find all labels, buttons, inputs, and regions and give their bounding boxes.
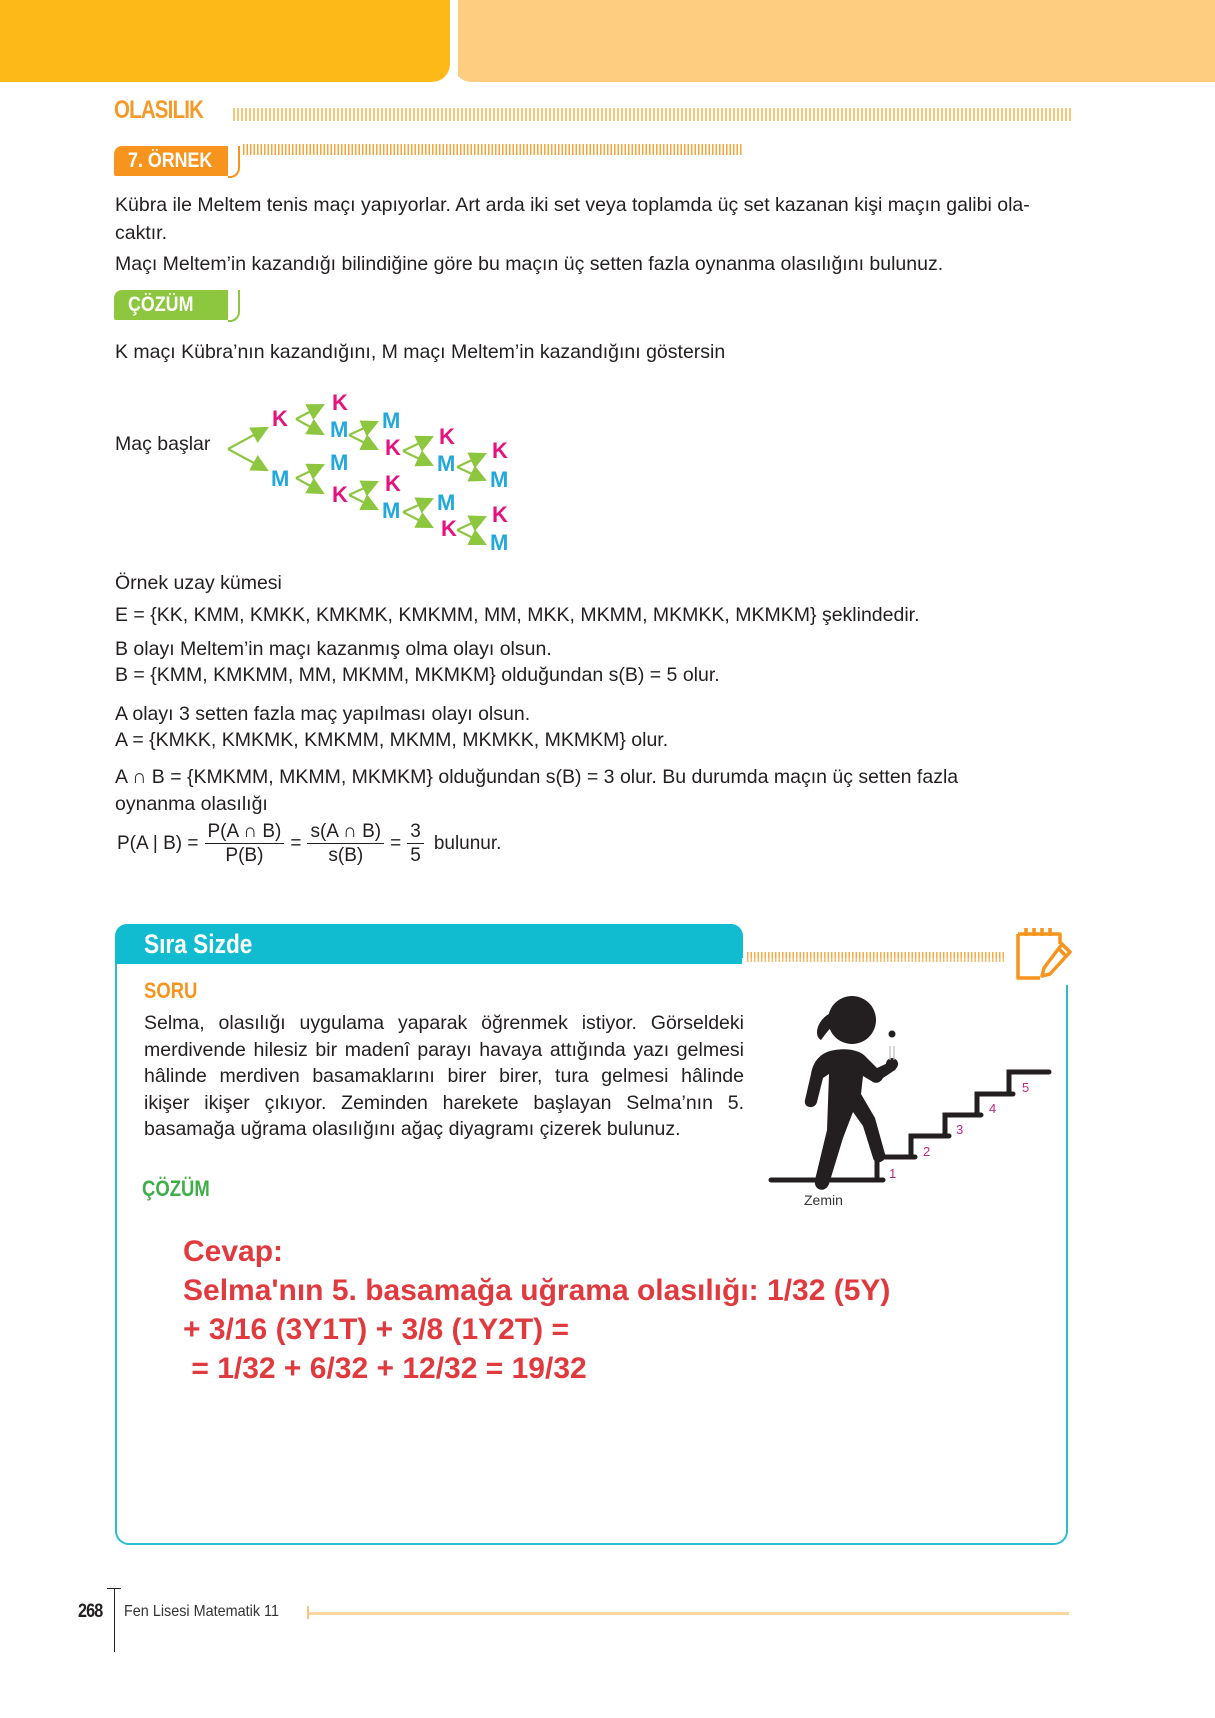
footer-vertical-line [114, 1588, 115, 1652]
question-line-3: Maçı Meltem’in kazandığı bilindiğine göre bu maçın üç setten fazla oynanma olasılığını bulunuz. [115, 253, 944, 275]
step-label-3: 3 [956, 1122, 964, 1137]
tree-node: M [330, 450, 349, 475]
question-line-2: caktır. [115, 222, 168, 244]
tree-node: M [330, 417, 349, 442]
intersection-line-2: oynanma olasılığı [115, 793, 268, 815]
solution-tag-notch [228, 290, 240, 322]
answer-block [183, 1232, 890, 1388]
formula-lhs: P(A | B) = [117, 832, 199, 854]
walking-girl-icon [805, 996, 898, 1190]
event-B-desc: B olayı Meltem’in maçı kazanmış olma olayı olsun. [115, 638, 552, 660]
step-label-1: 1 [889, 1166, 897, 1181]
sample-space-set [115, 601, 1075, 629]
example-divider [243, 144, 743, 155]
tree-node: M [382, 498, 401, 523]
footer-line [309, 1612, 1069, 1615]
header-banner-right [452, 0, 1215, 82]
answer-line: Selma'nın 5. basamağa uğrama olasılığı: 1/32 (5Y) [183, 1274, 891, 1307]
solution-intro: K maçı Kübra’nın kazandığını, M maçı Meltem’in kazandığını göstersin [115, 341, 726, 363]
box-right-edge [1066, 985, 1068, 1005]
tree-node: K [385, 471, 401, 496]
set-E: E = {KK, KMM, KMKK, KMKMK, KMKMM, MM, MKK, MKMM, MKMKK, MKMKM} [115, 604, 817, 626]
event-B-set-line [115, 661, 1075, 689]
sira-sizde-divider [747, 952, 1004, 962]
example-tag-label: 7. ÖRNEK [128, 149, 213, 172]
soru-text: Selma, olasılığı uygulama yaparak öğrenmek istiyor. Görseldeki merdivende hilesiz bir madenî parayı havaya attığında yazı gelmesi hâlinde merdiven basamaklarını birer birer, tura gelmesi hâlinde ikişer ikişer çıkıyor. Zeminden harekete başlayan Selma’nın 5. basamağa uğrama olasılığını ağaç diyagramı çizerek bulunuz. [144, 1012, 744, 1140]
fraction-2-den: s(B) [328, 845, 364, 866]
answer-line: = 1/32 + 6/32 + 12/32 = 19/32 [183, 1352, 587, 1385]
set-B: B = {KMM, KMKMM, MM, MKMM, MKMKM} [115, 664, 496, 686]
tree-root-label: Maç başlar [115, 433, 211, 455]
solution-tag-label: ÇÖZÜM [128, 293, 194, 316]
tree-node: K [492, 438, 508, 463]
notepad-pencil-icon [1010, 922, 1072, 982]
section-title: OLASILIK [114, 96, 204, 124]
sira-sizde-title: Sıra Sizde [144, 929, 253, 959]
fraction-1-num: P(A ∩ B) [205, 820, 285, 844]
tree-node: M [271, 466, 290, 491]
question-line-1: Kübra ile Meltem tenis maçı yapıyorlar. Art arda iki set veya toplamda üç set kazanan kişi maçın galibi ola- [115, 194, 1030, 216]
formula-eq: = [390, 832, 402, 854]
formula-eq: = [290, 832, 302, 854]
floor-label: Zemin [804, 1192, 843, 1208]
sira-sizde-cozum-label: ÇÖZÜM [142, 1176, 210, 1201]
page-number: 268 [78, 1601, 103, 1622]
set-E-suffix: şeklindedir. [816, 604, 920, 626]
fraction-2-num: s(A ∩ B) [307, 820, 384, 844]
event-A-desc: A olayı 3 setten fazla maç yapılması olayı olsun. [115, 703, 531, 725]
event-A-set-line [115, 726, 1075, 754]
set-AB: A ∩ B = {KMKMM, MKMM, MKMKM} [115, 766, 433, 788]
fraction-3 [407, 820, 424, 867]
example-tag-notch [228, 146, 240, 178]
header-banner-gap [450, 0, 458, 82]
set-B-suffix: olduğundan s(B) = 5 olur. [495, 664, 720, 686]
fraction-1-den: P(B) [225, 845, 264, 866]
conditional-probability-formula [117, 820, 501, 867]
tree-arrows [225, 390, 515, 560]
solution-tag [114, 290, 238, 320]
tree-node: K [492, 502, 508, 527]
tree-node: M [437, 490, 456, 515]
intersection-line [115, 763, 1075, 791]
set-A: A = {KMKK, KMKMK, KMKMM, MKMM, MKMKK, MKMKM} [115, 729, 626, 751]
fraction-1 [205, 820, 285, 867]
sample-space-label: Örnek uzay kümesi [115, 572, 282, 594]
set-AB-suffix: olduğundan s(B) = 3 olur. Bu durumda maçın üç setten fazla [432, 766, 959, 788]
title-divider [233, 108, 1073, 121]
set-A-suffix: olur. [625, 729, 669, 751]
tree-node: K [441, 516, 457, 541]
formula-suffix: bulunur. [433, 832, 502, 854]
tree-node: K [272, 406, 288, 431]
step-label-2: 2 [923, 1144, 931, 1159]
example-tag [114, 146, 238, 176]
step-label-4: 4 [989, 1101, 997, 1116]
tree-node: K [332, 482, 348, 507]
book-title: Fen Lisesi Matematik 11 [124, 1603, 279, 1620]
tree-node: M [382, 408, 401, 433]
tree-node: M [490, 467, 509, 492]
fraction-2 [307, 820, 384, 867]
tree-node: K [332, 390, 348, 415]
soru-label: SORU [144, 978, 198, 1003]
answer-line: + 3/16 (3Y1T) + 3/8 (1Y2T) = [183, 1313, 570, 1346]
stairs-figure [765, 990, 1065, 1215]
header-banner-left [0, 0, 450, 82]
tree-node: M [490, 530, 509, 555]
step-label-5: 5 [1022, 1080, 1030, 1095]
tree-node: K [385, 435, 401, 460]
example-question [115, 191, 1075, 278]
fraction-3-den: 5 [410, 845, 421, 866]
tree-node: M [437, 451, 456, 476]
fraction-3-num: 3 [407, 820, 424, 844]
tree-node: K [439, 424, 455, 449]
answer-line: Cevap: [183, 1235, 284, 1268]
